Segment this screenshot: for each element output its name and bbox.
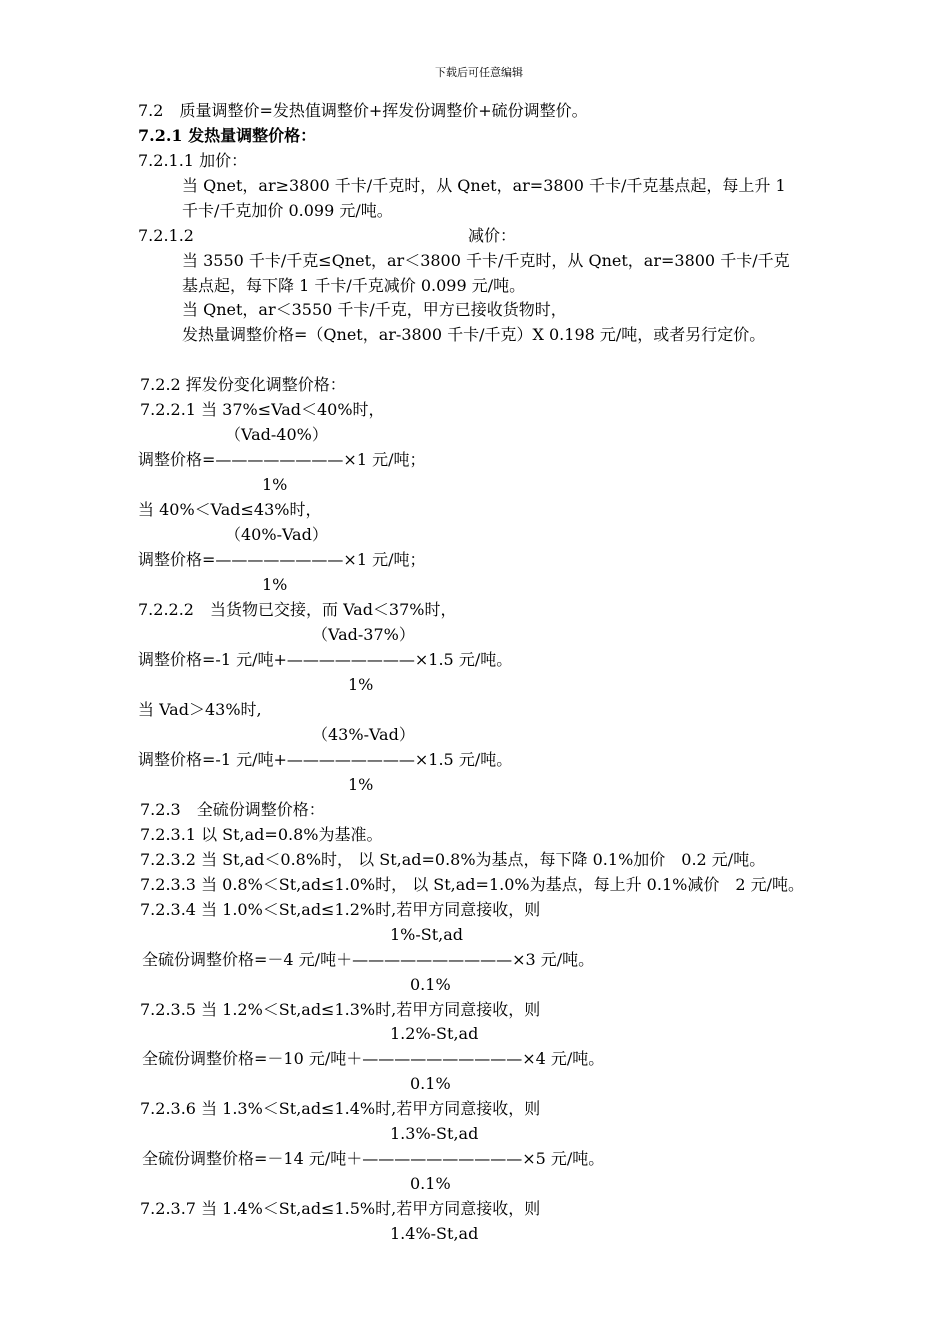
formula-line: 调整价格=————————×1 元/吨； [138,450,426,469]
condition-line: 当 40%＜Vad≤43%时， [138,500,322,519]
paragraph-line: 7.2.3.3 当 0.8%＜St,ad≤1.0%时， 以 St,ad=1.0%为基点，每上升 0.1%减价 2 元/吨。 [140,875,804,894]
condition-line: 当 Vad＞43%时, [138,700,262,719]
formula-denominator: 1% [348,675,374,694]
paragraph-line: 7.2.3.2 当 St,ad＜0.8%时， 以 St,ad=0.8%为基点，每下降 0.1%加价 0.2 元/吨。 [140,850,766,869]
formula-line: 全硫份调整价格=－10 元/吨＋——————————×4 元/吨。 [142,1049,605,1068]
formula-line: 调整价格=-1 元/吨+————————×1.5 元/吨。 [138,750,513,769]
section-7-2-1-heading: 7.2.1 发热量调整价格： [138,126,317,145]
formula-line: 全硫份调整价格=－14 元/吨＋——————————×5 元/吨。 [142,1149,605,1168]
section-7-2-3-heading: 7.2.3 全硫份调整价格： [140,800,325,819]
formula-denominator: 1% [262,475,288,494]
section-7-2-heading: 7.2 质量调整价=发热值调整价+挥发份调整价+硫份调整价。 [138,101,588,120]
section-7-2-1-2-number: 7.2.1.2 [138,226,194,245]
paragraph-line: 7.2.3.5 当 1.2%＜St,ad≤1.3%时,若甲方同意接收，则 [140,1000,541,1019]
section-7-2-2-heading: 7.2.2 挥发份变化调整价格： [140,375,346,394]
paragraph-line: 7.2.3.7 当 1.4%＜St,ad≤1.5%时,若甲方同意接收，则 [140,1199,541,1218]
formula-numerator: 1%-St,ad [390,925,464,944]
paragraph-line: 发热量调整价格=（Qnet，ar-3800 千卡/千克）X 0.198 元/吨，或者另行定价。 [182,325,766,344]
section-7-2-2-1-heading: 7.2.2.1 当 37%≤Vad＜40%时， [140,400,385,419]
paragraph-line: 7.2.3.1 以 St,ad=0.8%为基准。 [140,825,383,844]
formula-numerator: （43%-Vad） [312,725,415,744]
paragraph-line: 当 3550 千卡/千克≤Qnet，ar＜3800 千卡/千克时，从 Qnet，ar=3800 千卡/千克 [182,251,790,270]
section-7-2-1-1-heading: 7.2.1.1 加价： [138,151,248,170]
paragraph-line: 基点起，每下降 1 千卡/千克减价 0.099 元/吨。 [182,276,526,295]
formula-denominator: 0.1% [410,975,451,994]
formula-denominator: 0.1% [410,1074,451,1093]
formula-denominator: 0.1% [410,1174,451,1193]
paragraph-line: 当 Qnet，ar≥3800 千卡/千克时，从 Qnet，ar=3800 千卡/千克基点起，每上升 1 [182,176,786,195]
formula-numerator: （40%-Vad） [225,525,328,544]
paragraph-line: 7.2.3.4 当 1.0%＜St,ad≤1.2%时,若甲方同意接收，则 [140,900,541,919]
paragraph-line: 7.2.3.6 当 1.3%＜St,ad≤1.4%时,若甲方同意接收，则 [140,1099,541,1118]
formula-line: 调整价格=-1 元/吨+————————×1.5 元/吨。 [138,650,513,669]
paragraph-line: 千卡/千克加价 0.099 元/吨。 [182,201,393,220]
formula-numerator: 1.2%-St,ad [390,1024,479,1043]
formula-numerator: 1.4%-St,ad [390,1224,479,1243]
formula-denominator: 1% [262,575,288,594]
formula-line: 全硫份调整价格=－4 元/吨＋——————————×3 元/吨。 [142,950,595,969]
formula-line: 调整价格=————————×1 元/吨； [138,550,426,569]
formula-denominator: 1% [348,775,374,794]
formula-numerator: 1.3%-St,ad [390,1124,479,1143]
paragraph-line: 当 Qnet，ar＜3550 千卡/千克，甲方已接收货物时， [182,300,567,319]
section-7-2-1-2-title: 减价： [468,226,517,245]
formula-numerator: （Vad-40%） [225,425,328,444]
page-header: 下载后可任意编辑 [435,66,523,79]
section-7-2-2-2-heading: 7.2.2.2 当货物已交接，而 Vad＜37%时， [138,600,457,619]
formula-numerator: （Vad-37%） [312,625,415,644]
